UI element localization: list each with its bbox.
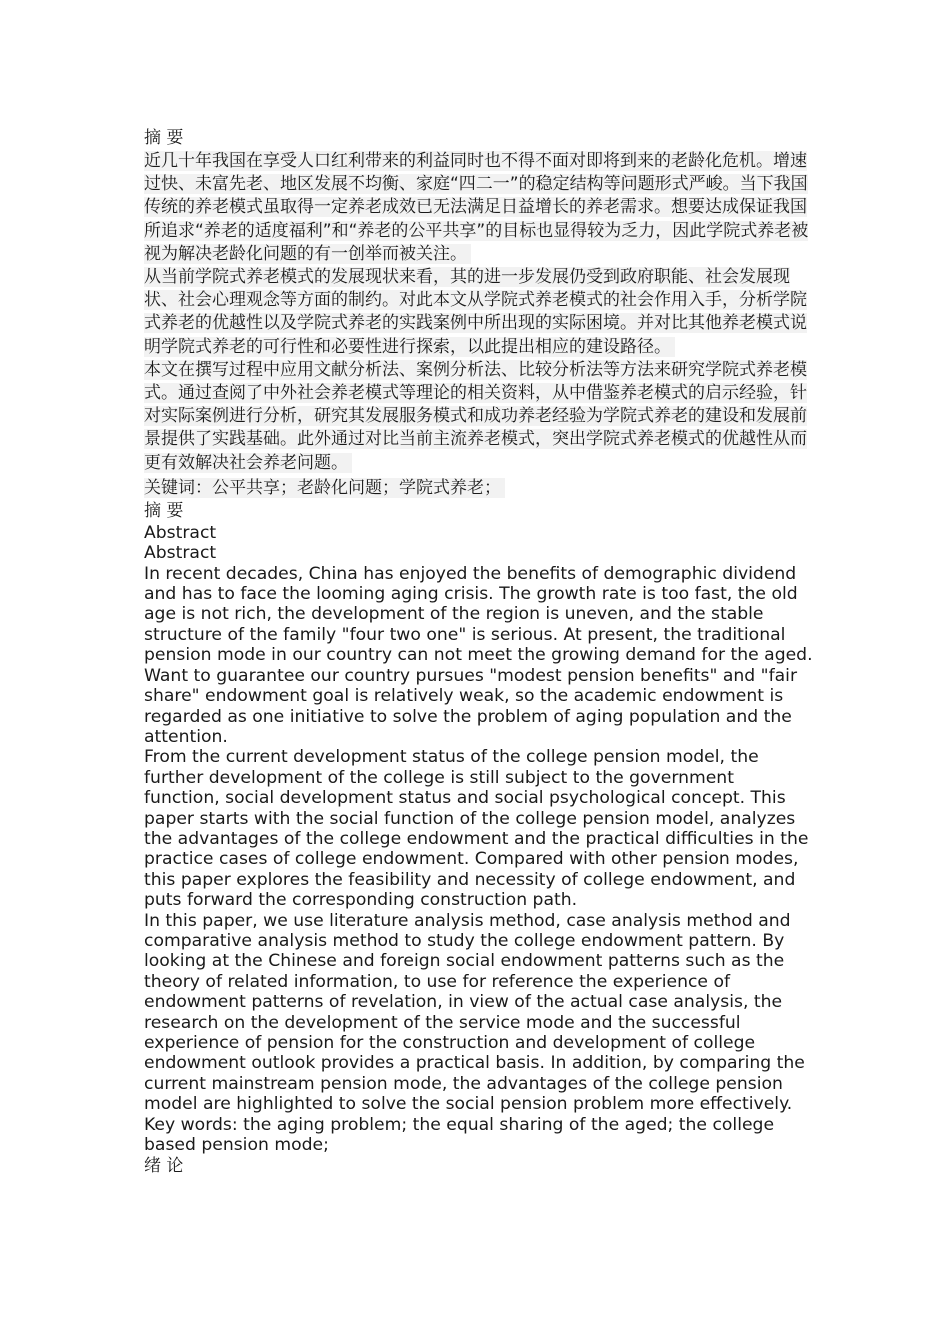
abstract-en-paragraph-2: From the current development status of the college pension model, the further development of the college is still subject to the government function, social development status and social psychological concept. This paper starts with the social function of the college pension model, analyzes the advantages of the college endowment and the practical difficulties in the practice cases of college endowment. Compared with other pension modes, this paper explores the feasibility and necessity of college endowment, and puts forward the corresponding construction path. (144, 747, 809, 911)
abstract-cn-paragraph-2-text: 从当前学院式养老模式的发展现状来看，其的进一步发展仍受到政府职能、社会发展现状、社会心理观念等方面的制约。对此本文从学院式养老模式的社会作用入手，分析学院式养老的优越性以及学院式养老的实践案例中所出现的实际困境。并对比其他养老模式说明学院式养老的可行性和必要性进行探索，以此提出相应的建设路径。 (144, 267, 807, 357)
introduction-title: 绪 论 (144, 1156, 184, 1177)
abstract-cn-paragraph-2 (144, 266, 814, 359)
document-page (144, 127, 814, 1178)
abstract-cn-title: 摘 要 (144, 128, 184, 148)
abstract-cn-keywords (144, 477, 814, 500)
abstract-cn-paragraph-1 (144, 150, 814, 266)
abstract-en-paragraph-3: In this paper, we use literature analysis method, case analysis method and comparative analysis method to study the college endowment pattern. By looking at the Chinese and foreign social endowment patterns such as the theory of related information, to use for reference the experience of endowment patterns of revelation, in view of the actual case analysis, the research on the development of the service mode and the successful experience of pension for the construction and development of college endowment outlook provides a practical basis. In addition, by comparing the current mainstream pension mode, the advantages of the college pension model are highlighted to solve the social pension problem more effectively. (144, 910, 805, 1115)
abstract-en-title-repeat: Abstract (144, 543, 217, 564)
abstract-en-paragraph-1: In recent decades, China has enjoyed the benefits of demographic dividend and has to face the looming aging crisis. The growth rate is too fast, the old age is not rich, the development of the region is uneven, and the stable structure of the family "four two one" is serious. At present, the traditional pension mode in our country can not meet the growing demand for the aged. Want to guarantee our country pursues "modest pension benefits" and "fair share" endowment goal is relatively weak, so the academic endowment is regarded as one initiative to solve the problem of aging population and the attention. (144, 563, 813, 747)
abstract-cn-paragraph-1-text: 近几十年我国在享受人口红利带来的利益同时也不得不面对即将到来的老龄化危机。增速过快、未富先老、地区发展不均衡、家庭“四二一”的稳定结构等问题形式严峻。当下我国传统的养老模式虽取得一定养老成效已无法满足日益增长的养老需求。想要达成保证我国所追求“养老的适度福利”和“养老的公平共享”的目标也显得较为乏力，因此学院式养老被视为解决老龄化问题的有一创举而被关注。 (144, 151, 809, 264)
abstract-en-title: Abstract (144, 522, 217, 543)
abstract-cn-paragraph-3 (144, 359, 814, 475)
abstract-cn-title-repeat: 摘 要 (144, 500, 184, 521)
abstract-cn-paragraph-3-text: 本文在撰写过程中应用文献分析法、案例分析法、比较分析法等方法来研究学院式养老模式。通过查阅了中外社会养老模式等理论的相关资料，从中借鉴养老模式的启示经验，针对实际案例进行分析，研究其发展服务模式和成功养老经验为学院式养老的建设和发展前景提供了实践基础。此外通过对比当前主流养老模式，突出学院式养老模式的优越性从而更有效解决社会养老问题。 (144, 359, 807, 473)
abstract-cn-keywords-text: 关键词：公平共享；老龄化问题；学院式养老； (144, 477, 501, 498)
abstract-en-keywords: Key words: the aging problem; the equal sharing of the aged; the college based pension mode; (144, 1114, 775, 1156)
